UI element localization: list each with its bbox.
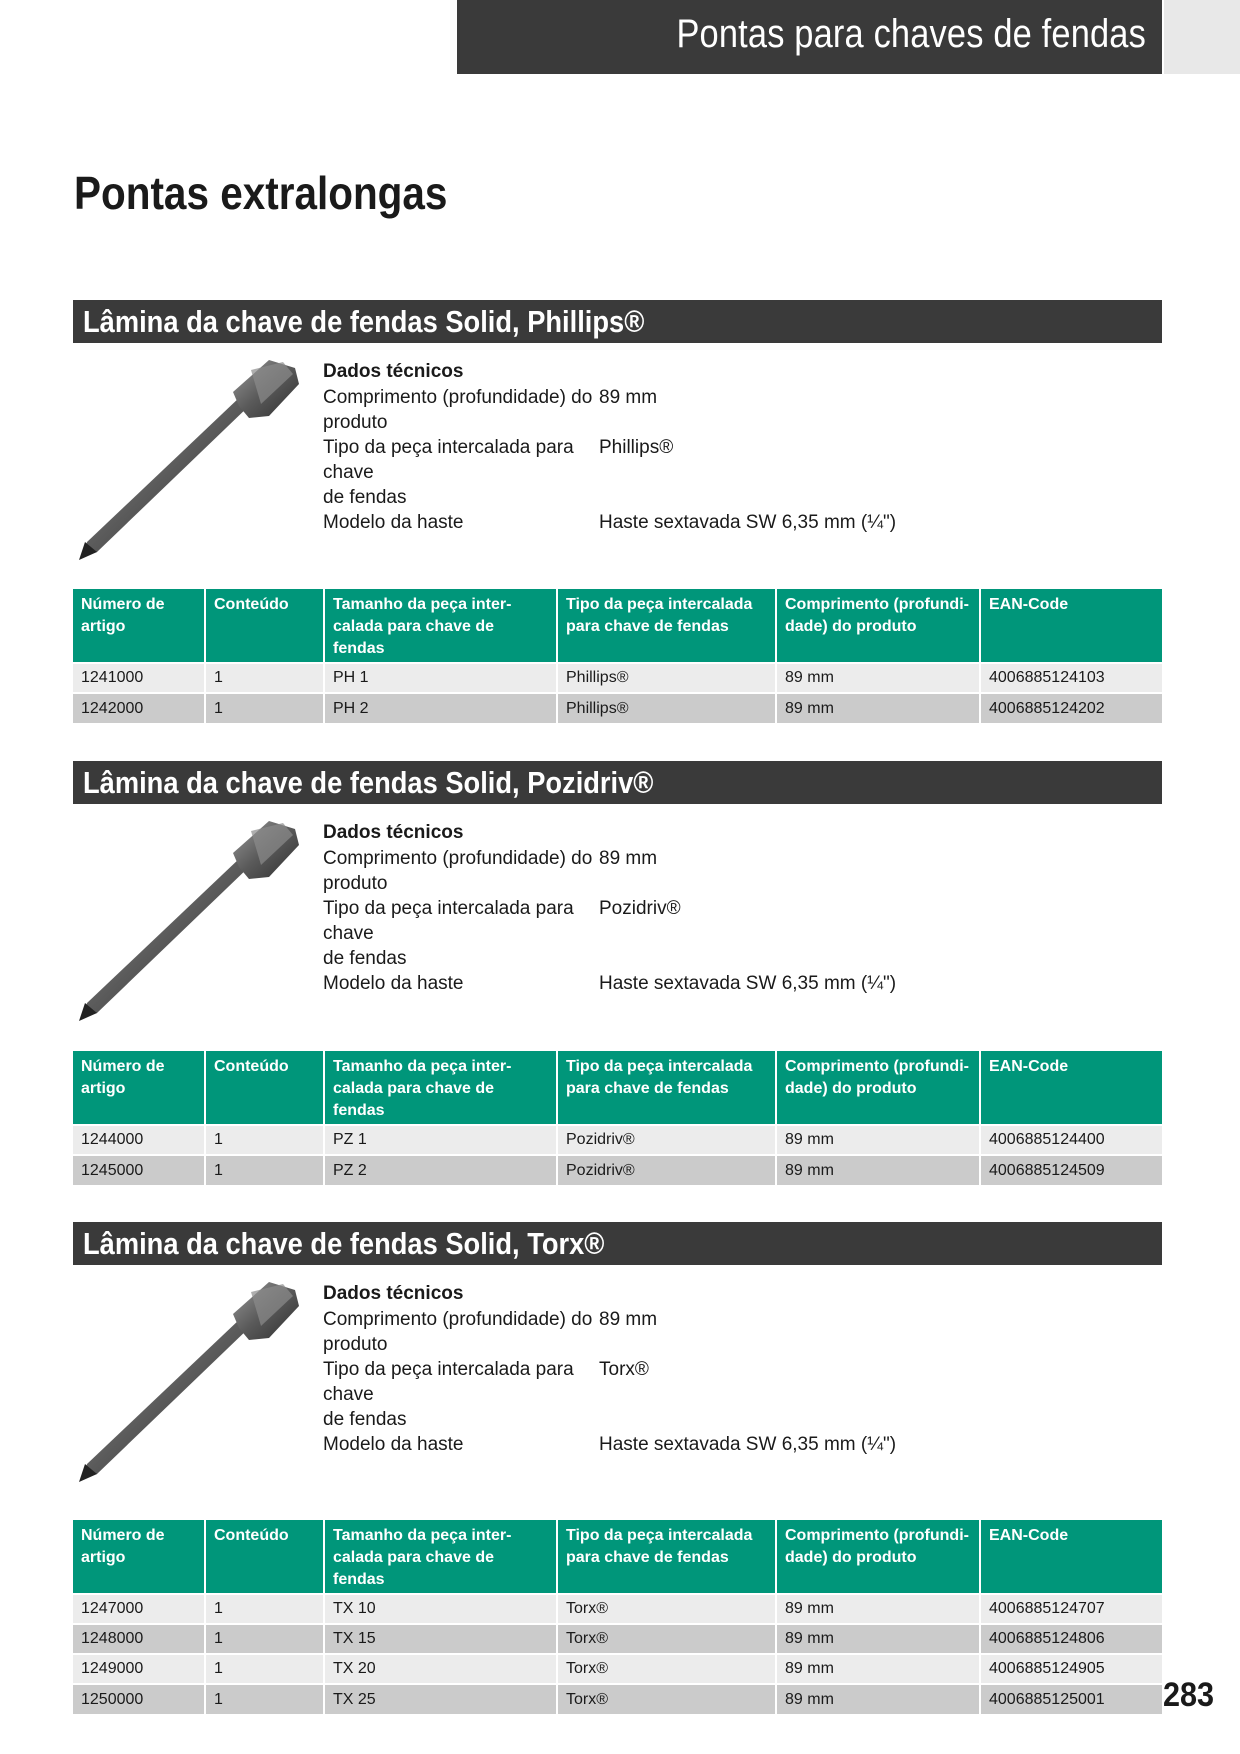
table-cell: 1245000 xyxy=(73,1155,205,1185)
header-line: Número de xyxy=(81,596,165,613)
section-title-bar xyxy=(73,300,1162,343)
header-bar xyxy=(457,0,1162,74)
specs-heading: Dados técnicos xyxy=(323,1283,464,1304)
col-header-size xyxy=(324,1051,557,1125)
spec-label xyxy=(323,1307,599,1357)
spec-row-length xyxy=(323,385,923,435)
spec-value: Haste sextavada SW 6,35 mm (¼") xyxy=(599,973,897,994)
table-cell: TX 20 xyxy=(324,1654,557,1684)
spec-row-model xyxy=(323,510,923,535)
spec-label xyxy=(323,846,599,896)
table-cell: PH 2 xyxy=(324,693,557,723)
table-cell: Torx® xyxy=(557,1624,776,1654)
header-line: para chave de fendas xyxy=(566,1549,729,1566)
col-header-type xyxy=(557,1520,776,1594)
header-tab xyxy=(1164,0,1240,74)
table-cell: 4006885124509 xyxy=(980,1155,1162,1185)
table-cell: PZ 1 xyxy=(324,1125,557,1155)
product-table xyxy=(73,1520,1162,1714)
spec-row-length xyxy=(323,1307,923,1357)
header-line: calada para chave de fendas xyxy=(333,618,494,657)
header-line: Tamanho da peça inter- xyxy=(333,1058,512,1075)
product-table xyxy=(73,1051,1162,1185)
spec-row-model xyxy=(323,1432,923,1457)
spec-label-line: de fendas xyxy=(323,487,407,508)
spec-row-type xyxy=(323,1357,923,1432)
header-line: Tipo da peça intercalada xyxy=(566,1058,753,1075)
technical-data xyxy=(323,1281,923,1457)
table-cell: 1247000 xyxy=(73,1594,205,1624)
spec-label-line: Comprimento (profundidade) do xyxy=(323,848,593,869)
technical-data xyxy=(323,359,923,535)
spec-label-line: Comprimento (profundidade) do xyxy=(323,1309,593,1330)
table-header-row xyxy=(73,589,1162,663)
spec-value: Haste sextavada SW 6,35 mm (¼") xyxy=(599,1434,897,1455)
col-header-ean: EAN-Code xyxy=(980,589,1162,663)
table-cell: Pozidriv® xyxy=(557,1125,776,1155)
spec-value: 89 mm xyxy=(599,848,658,869)
table-cell: 1 xyxy=(205,1594,324,1624)
header-line: Tipo da peça intercalada xyxy=(566,1527,753,1544)
spec-label xyxy=(323,896,599,971)
spec-label: Modelo da haste xyxy=(323,973,464,994)
table-cell: 89 mm xyxy=(776,663,980,693)
table-cell: 89 mm xyxy=(776,1155,980,1185)
header-line: para chave de fendas xyxy=(566,618,729,635)
col-header-ean: EAN-Code xyxy=(980,1520,1162,1594)
spec-label-line: Tipo da peça intercalada para chave xyxy=(323,1359,574,1405)
table-cell: 1241000 xyxy=(73,663,205,693)
spec-label-line: produto xyxy=(323,873,388,894)
table-cell: 89 mm xyxy=(776,1594,980,1624)
spec-value: 89 mm xyxy=(599,1309,658,1330)
spec-label: Modelo da haste xyxy=(323,1434,464,1455)
spec-label-line: Tipo da peça intercalada para chave xyxy=(323,437,574,483)
table-header-row xyxy=(73,1520,1162,1594)
table-cell: PH 1 xyxy=(324,663,557,693)
table-cell: 1 xyxy=(205,663,324,693)
spec-value: Pozidriv® xyxy=(599,898,681,919)
section-title-bar xyxy=(73,761,1162,804)
spec-value: Torx® xyxy=(599,1359,649,1380)
col-header-ean: EAN-Code xyxy=(980,1051,1162,1125)
screwdriver-bit-image xyxy=(73,356,313,566)
spec-row-type xyxy=(323,896,923,971)
table-cell: Torx® xyxy=(557,1594,776,1624)
header-line: dade) do produto xyxy=(785,618,917,635)
header-line: Tipo da peça intercalada xyxy=(566,596,753,613)
header-line: Tamanho da peça inter- xyxy=(333,596,512,613)
table-cell: 89 mm xyxy=(776,1654,980,1684)
section-title: Lâmina da chave de fendas Solid, Phillips® xyxy=(83,304,645,339)
header-line: para chave de fendas xyxy=(566,1080,729,1097)
col-header-article-number xyxy=(73,1520,205,1594)
table-cell: 1244000 xyxy=(73,1125,205,1155)
spec-label-line: Comprimento (profundidade) do xyxy=(323,387,593,408)
spec-label-line: Tipo da peça intercalada para chave xyxy=(323,898,574,944)
table-cell: 1 xyxy=(205,1155,324,1185)
table-cell: 1 xyxy=(205,1624,324,1654)
spec-row-type xyxy=(323,435,923,510)
table-cell: TX 25 xyxy=(324,1684,557,1714)
specs-heading: Dados técnicos xyxy=(323,822,464,843)
table-cell: 89 mm xyxy=(776,1624,980,1654)
header-line: Comprimento (profundi- xyxy=(785,1058,969,1075)
spec-label-line: produto xyxy=(323,412,388,433)
table-cell: 4006885124400 xyxy=(980,1125,1162,1155)
spec-row-length xyxy=(323,846,923,896)
technical-data xyxy=(323,820,923,996)
header-line: Número de xyxy=(81,1058,165,1075)
col-header-article-number xyxy=(73,1051,205,1125)
table-cell: 1 xyxy=(205,693,324,723)
col-header-length xyxy=(776,589,980,663)
table-row xyxy=(73,1155,1162,1185)
spec-label xyxy=(323,385,599,435)
table-cell: 89 mm xyxy=(776,1684,980,1714)
table-cell: Phillips® xyxy=(557,663,776,693)
header-line: calada para chave de fendas xyxy=(333,1080,494,1119)
table-cell: 1248000 xyxy=(73,1624,205,1654)
table-cell: 1 xyxy=(205,1684,324,1714)
table-cell: Torx® xyxy=(557,1684,776,1714)
header-line: calada para chave de fendas xyxy=(333,1549,494,1588)
section-title: Lâmina da chave de fendas Solid, Torx® xyxy=(83,1226,605,1261)
header-line: artigo xyxy=(81,1549,126,1566)
spec-value: Haste sextavada SW 6,35 mm (¼") xyxy=(599,512,897,533)
spec-label: Modelo da haste xyxy=(323,512,464,533)
table-cell: 4006885124103 xyxy=(980,663,1162,693)
table-cell: Torx® xyxy=(557,1654,776,1684)
table-cell: 1242000 xyxy=(73,693,205,723)
table-cell: Pozidriv® xyxy=(557,1155,776,1185)
spec-label xyxy=(323,435,599,510)
col-header-length xyxy=(776,1520,980,1594)
col-header-length xyxy=(776,1051,980,1125)
table-cell: 1 xyxy=(205,1654,324,1684)
table-row xyxy=(73,1594,1162,1624)
section-title-bar xyxy=(73,1222,1162,1265)
spec-value: Phillips® xyxy=(599,437,674,458)
table-cell: TX 10 xyxy=(324,1594,557,1624)
table-row xyxy=(73,1654,1162,1684)
col-header-size xyxy=(324,1520,557,1594)
screwdriver-bit-image xyxy=(73,1278,313,1488)
col-header-content: Conteúdo xyxy=(205,589,324,663)
header-line: Tamanho da peça inter- xyxy=(333,1527,512,1544)
table-cell: 4006885124905 xyxy=(980,1654,1162,1684)
table-row xyxy=(73,693,1162,723)
header-line: Comprimento (profundi- xyxy=(785,596,969,613)
table-cell: TX 15 xyxy=(324,1624,557,1654)
header-line: dade) do produto xyxy=(785,1549,917,1566)
table-header-row xyxy=(73,1051,1162,1125)
table-cell: 1 xyxy=(205,1125,324,1155)
table-cell: 4006885124202 xyxy=(980,693,1162,723)
table-cell: PZ 2 xyxy=(324,1155,557,1185)
col-header-type xyxy=(557,589,776,663)
page-number: 283 xyxy=(1163,1676,1215,1714)
col-header-type xyxy=(557,1051,776,1125)
page-title: Pontas extralongas xyxy=(74,167,448,219)
table-cell: 89 mm xyxy=(776,693,980,723)
table-cell: Phillips® xyxy=(557,693,776,723)
spec-label xyxy=(323,1357,599,1432)
spec-row-model xyxy=(323,971,923,996)
header-line: Número de xyxy=(81,1527,165,1544)
table-row xyxy=(73,1624,1162,1654)
product-table xyxy=(73,589,1162,723)
table-cell: 1250000 xyxy=(73,1684,205,1714)
table-cell: 89 mm xyxy=(776,1125,980,1155)
table-row xyxy=(73,1684,1162,1714)
spec-value: 89 mm xyxy=(599,387,658,408)
table-row xyxy=(73,1125,1162,1155)
table-row xyxy=(73,663,1162,693)
header-line: Comprimento (profundi- xyxy=(785,1527,969,1544)
col-header-size xyxy=(324,589,557,663)
spec-label-line: produto xyxy=(323,1334,388,1355)
header-line: dade) do produto xyxy=(785,1080,917,1097)
col-header-content: Conteúdo xyxy=(205,1520,324,1594)
table-cell: 4006885124806 xyxy=(980,1624,1162,1654)
col-header-content: Conteúdo xyxy=(205,1051,324,1125)
table-cell: 4006885124707 xyxy=(980,1594,1162,1624)
header-line: artigo xyxy=(81,1080,126,1097)
header-line: artigo xyxy=(81,618,126,635)
specs-heading: Dados técnicos xyxy=(323,361,464,382)
spec-label-line: de fendas xyxy=(323,948,407,969)
col-header-article-number xyxy=(73,589,205,663)
screwdriver-bit-image xyxy=(73,817,313,1027)
header-title: Pontas para chaves de fendas xyxy=(676,12,1146,56)
spec-label-line: de fendas xyxy=(323,1409,407,1430)
table-cell: 4006885125001 xyxy=(980,1684,1162,1714)
table-cell: 1249000 xyxy=(73,1654,205,1684)
section-title: Lâmina da chave de fendas Solid, Pozidriv® xyxy=(83,765,654,800)
